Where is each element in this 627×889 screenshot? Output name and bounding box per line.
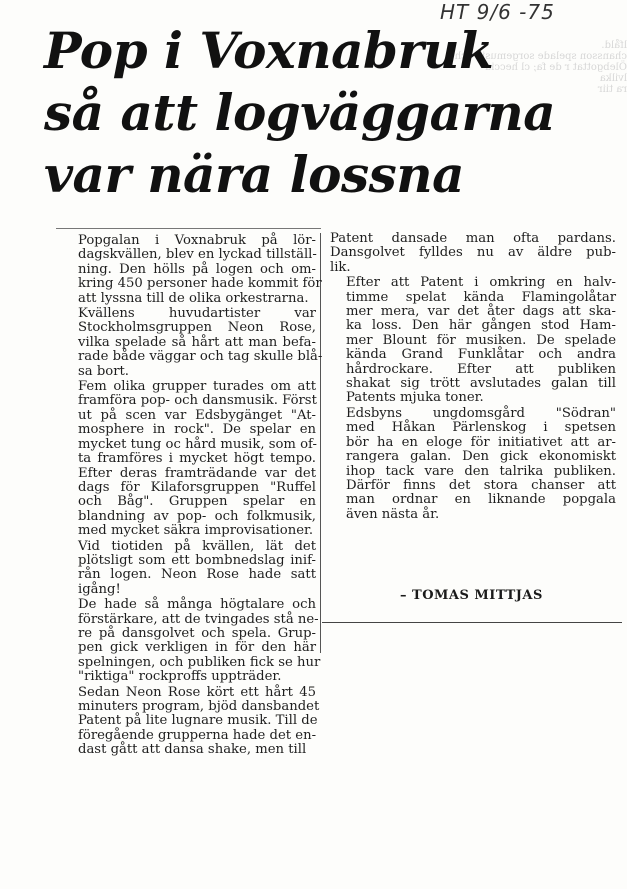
text-line: att lyssna till de olika orkestrarna.	[78, 290, 309, 306]
top-rule	[56, 228, 321, 229]
text-line: dast gått att dansa shake, men till	[78, 742, 307, 758]
text-line: mosphere in rock". De spelar en	[78, 422, 316, 438]
bleed-line: lfåld.	[601, 40, 627, 51]
text-line: pen gick verkligen in för den här	[78, 640, 316, 656]
text-line: Dansgolvet fylldes nu av äldre pub-	[330, 245, 616, 261]
headline-line-2: så att logväggarna	[44, 83, 556, 142]
paragraph	[62, 597, 321, 685]
text-line: ut på scen var Edsbygänget "At-	[78, 407, 316, 423]
text-line: med mycket säkra improvisationer.	[78, 523, 314, 539]
paragraph	[330, 276, 616, 406]
text-line: igång!	[78, 581, 121, 597]
text-line: rangera galan. Den gick ekonomiskt	[346, 449, 616, 465]
text-line: Sedan Neon Rose kört ett hårt 45	[78, 684, 316, 700]
bleed-line: ra tiir	[597, 84, 627, 95]
paragraph	[62, 540, 316, 598]
text-line: Edsbyns ungdomsgård "Södran"	[346, 405, 616, 421]
text-line: framföra pop- och dansmusik. Först	[78, 393, 317, 409]
text-line: man ordnar en liknande popgala	[346, 492, 616, 508]
headline	[44, 20, 604, 206]
text-line: Kvällens huvudartister var	[78, 306, 316, 322]
text-line: lik.	[330, 259, 351, 275]
text-line: Efter att Patent i omkring en halv-	[346, 275, 616, 291]
text-line: ka loss. Den här gången stod Ham-	[346, 318, 616, 334]
text-line: timme spelat kända Flamingolåtar	[346, 289, 616, 305]
bleed-line: Ölebgottat r de fa; cl heccia	[485, 62, 627, 73]
text-line: spelningen, och publiken fick se hur	[78, 654, 321, 670]
text-line: hårdrockare. Efter att publiken	[346, 361, 616, 377]
text-line: rån logen. Neon Rose hade satt	[78, 567, 316, 583]
text-line: kring 450 personer hade kommit för	[78, 276, 322, 292]
text-line: bör ha en eloge för initiativet att ar-	[346, 434, 616, 450]
text-line: De hade så många högtalare och	[78, 597, 316, 613]
text-line: dagskvällen, blev en lyckad tillställ-	[78, 247, 317, 263]
text-line: ihop tack vare den talrika publiken.	[346, 463, 616, 479]
text-line: sa bort.	[78, 363, 129, 379]
article-left-column	[62, 233, 323, 759]
text-line: mycket tung oc hård musik, som of-	[78, 436, 317, 452]
text-line: rade både väggar och tag skulle blå-	[78, 349, 323, 365]
column-divider	[320, 233, 321, 653]
paragraph	[330, 407, 616, 522]
paragraph	[62, 306, 323, 379]
text-line: Fem olika grupper turades om att	[78, 379, 316, 395]
byline: – TOMAS MITTJAS	[400, 588, 543, 603]
text-line: föregående grupperna hade det en-	[78, 727, 317, 743]
text-line: minuters program, bjöd dansbandet	[78, 699, 320, 714]
text-line: Patents mjuka toner.	[346, 390, 484, 406]
text-line: ning. Den hölls på logen och om-	[78, 261, 316, 277]
text-line: "riktiga" rockproffs uppträder.	[78, 669, 282, 685]
paragraph	[62, 380, 316, 538]
text-line: förstärkare, att de tvingades stå ne-	[78, 611, 319, 627]
bleed-line: chansson spelade sorgemusik och	[454, 51, 627, 62]
text-line: mer mera, var det åter dags att ska-	[346, 304, 616, 320]
article-right-column	[330, 232, 616, 523]
text-line: kända Grand Funklåtar och andra	[346, 347, 616, 363]
headline-line-1: Pop i Voxnabruk	[44, 21, 494, 80]
text-line: Vid tiotiden på kvällen, lät det	[78, 538, 316, 554]
headline-line-3: var nära lossna	[44, 145, 464, 204]
text-line: med Håkan Pärlenskog i spetsen	[346, 420, 616, 436]
paragraph	[62, 684, 320, 758]
text-line: Patent dansade man ofta pardans.	[330, 231, 616, 246]
text-line: ta framföres i mycket högt tempo.	[78, 451, 316, 467]
text-line: Stockholmsgruppen Neon Rose,	[78, 320, 316, 336]
text-line: vilka spelade så hårt att man befa-	[78, 334, 316, 350]
text-line: blandning av pop- och folkmusik,	[78, 508, 316, 524]
text-line: även nästa år.	[346, 506, 440, 522]
end-rule	[322, 622, 622, 623]
paragraph	[62, 233, 322, 306]
text-line: dags för Kilaforsgruppen "Ruffel	[78, 479, 316, 495]
text-line: Därför finns det stora chanser att	[346, 477, 616, 493]
paragraph	[330, 232, 616, 275]
bleed-line: lvilka	[599, 73, 627, 84]
text-line: Popgalan i Voxnabruk på lör-	[78, 233, 316, 248]
text-line: och Båg". Gruppen spelar en	[78, 494, 316, 510]
text-line: mer Blount för musiken. De spelade	[346, 332, 616, 348]
text-line: Efter deras framträdande var det	[78, 465, 316, 481]
text-line: plötsligt som ett bombnedslag inif-	[78, 552, 316, 568]
text-line: re på dansgolvet och spela. Grup-	[78, 625, 316, 641]
handwritten-date-note: HT 9/6 -75	[440, 0, 555, 24]
text-line: Patent på lite lugnare musik. Till de	[78, 713, 318, 729]
text-line: shakat sig trött avslutades galan till	[346, 376, 616, 392]
